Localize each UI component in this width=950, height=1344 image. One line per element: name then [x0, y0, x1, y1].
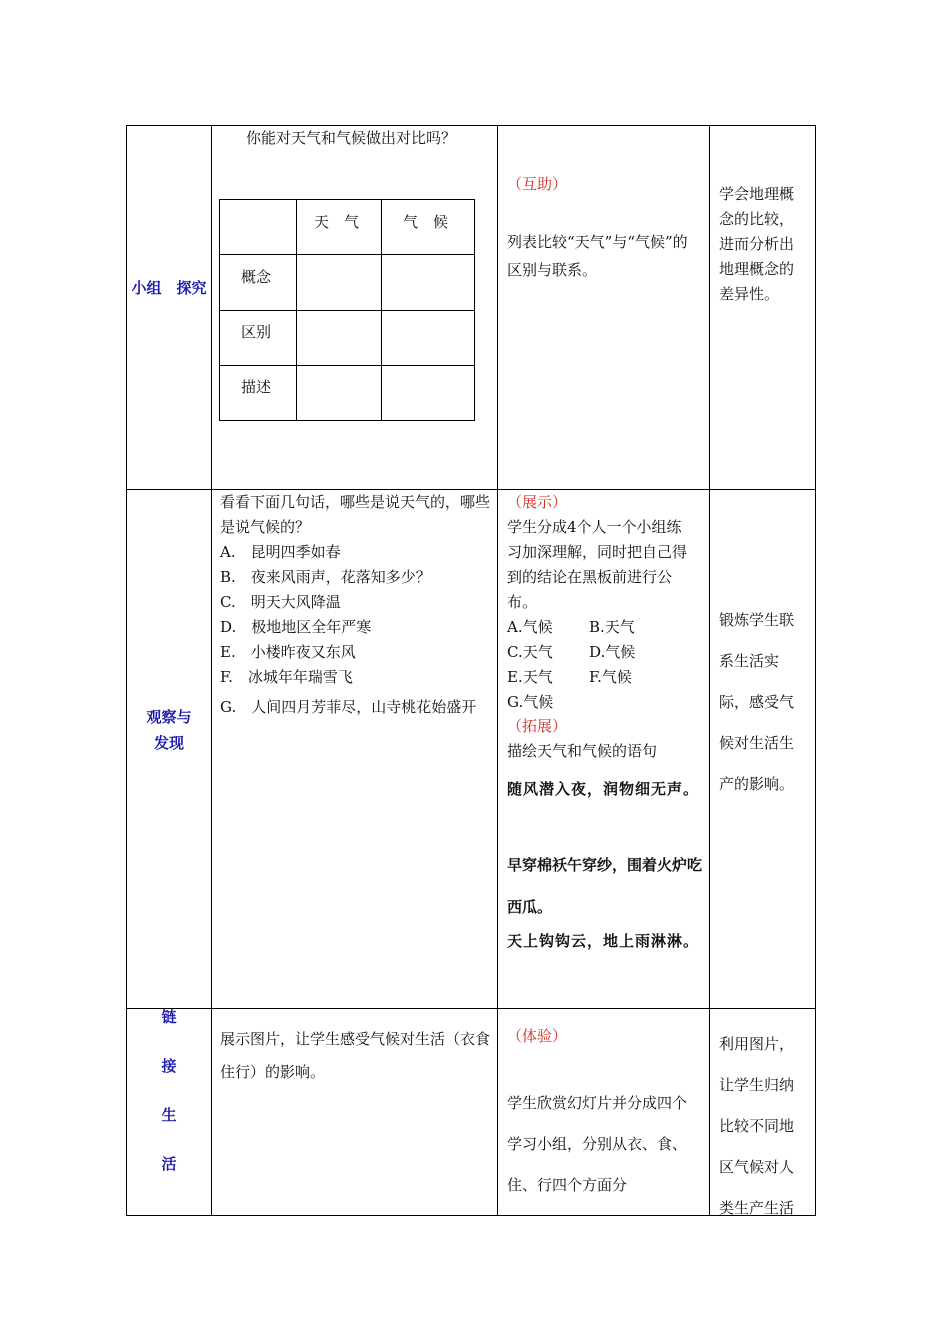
answer-f: F.气候 [589, 668, 632, 686]
table-border-bottom [126, 1215, 816, 1216]
table-col-divider [497, 125, 498, 1216]
answer-c: C.天气 [507, 643, 553, 661]
link-life-content: 展示图片，让学生感受气候对生活（衣食住行）的影响。 [220, 1030, 491, 1081]
answer-g: G.气候 [507, 693, 554, 711]
row-label-char-4: 活 [161, 1155, 177, 1173]
inner-header-weather: 天 气 [314, 213, 360, 231]
option-b: B. 夜来风雨声，花落知多少？ [220, 568, 431, 586]
expand-text: 描绘天气和气候的语句 [507, 742, 658, 760]
row-label-char-1: 链 [161, 1008, 177, 1026]
inner-row-divider [219, 365, 475, 366]
inner-row-divider [219, 254, 475, 255]
saying-1: 随风潜入夜，润物细无声。 [507, 780, 700, 798]
table-border-right [815, 125, 816, 1216]
goal-picture-induction: 利用图片，让学生归纳比较不同地区气候对人类生产生活 [719, 1035, 795, 1217]
row-label-observe-discover [128, 704, 210, 756]
option-a: A. 昆明四季如春 [220, 543, 341, 561]
saying-3: 天上钩钩云，地上雨淋淋。 [507, 932, 700, 950]
saying-2: 早穿棉袄午穿纱，围着火炉吃西瓜。 [507, 856, 703, 916]
table-row-divider [126, 1008, 816, 1009]
row-label-char-2: 接 [161, 1057, 177, 1075]
inner-row-difference: 区别 [241, 323, 272, 341]
show-tag: （展示） [507, 493, 568, 511]
goal-life-connection: 锻炼学生联系生活实际，感受气候对生活生产的影响。 [719, 611, 795, 793]
option-c: C. 明天大风降温 [220, 593, 341, 611]
inner-row-description: 描述 [241, 378, 272, 396]
option-e: E. 小楼昨夜又东风 [220, 643, 356, 661]
activity-tag-mutual-help: （互助） [507, 175, 568, 193]
answer-e: E.天气 [507, 668, 553, 686]
inner-header-climate: 气 候 [403, 213, 449, 231]
inner-row-concept: 概念 [241, 268, 272, 286]
table-col-divider [709, 125, 710, 1216]
answer-b: B.天气 [589, 618, 635, 636]
answer-d: D.气候 [589, 643, 636, 661]
option-f: F. 冰城年年瑞雪飞 [220, 668, 353, 686]
observe-prompt: 看看下面几句话，哪些是说天气的，哪些是说气候的？ [220, 493, 491, 536]
table-border-left [126, 125, 127, 1216]
expand-tag: （拓展） [507, 717, 568, 735]
row-label-observe-discover-text: 观察与发现 [146, 708, 192, 752]
inner-row-divider [219, 310, 475, 311]
table-border-top [126, 125, 816, 126]
option-d: D. 极地地区全年严寒 [220, 618, 372, 636]
goal-concept-comparison: 学会地理概念的比较，进而分析出地理概念的差异性。 [719, 185, 795, 303]
comparison-question: 你能对天气和气候做出对比吗？ [246, 129, 457, 147]
option-g: G. 人间四月芳菲尽，山寺桃花始盛开 [220, 698, 477, 716]
experience-activity: 学生欣赏幻灯片并分成四个学习小组，分别从衣、食、住、行四个方面分 [507, 1094, 688, 1194]
show-text: 学生分成4个人一个小组练习加深理解，同时把自己得到的结论在黑板前进行公布。 [507, 518, 688, 611]
experience-tag: （体验） [507, 1027, 568, 1045]
activity-text-compare: 列表比较“天气”与“气候”的区别与联系。 [507, 233, 688, 279]
answer-a: A.气候 [507, 618, 553, 636]
row-label-char-3: 生 [161, 1106, 177, 1124]
table-col-divider [211, 125, 212, 1216]
row-label-group-explore: 小组 探究 [131, 279, 207, 297]
